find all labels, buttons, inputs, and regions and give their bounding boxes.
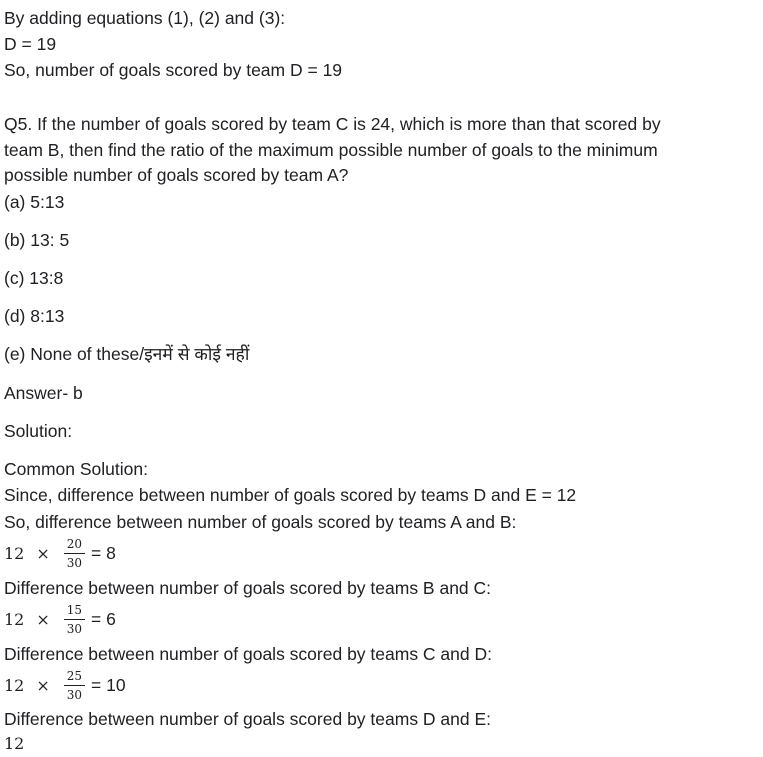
calc-2-multiplicand: 12 bbox=[4, 609, 25, 629]
calc-1-multiplicand: 12 bbox=[4, 543, 25, 563]
common-line-6: 12 bbox=[4, 734, 25, 753]
calc-row-3 bbox=[4, 667, 126, 703]
fraction-bar bbox=[64, 685, 85, 686]
option-e: (e) None of these/इनमें से कोई नहीं bbox=[4, 344, 250, 364]
common-line-4: Difference between number of goals scored by teams C and D: bbox=[4, 644, 492, 664]
solution-label: Solution: bbox=[4, 421, 73, 441]
calc-3-numerator: 25 bbox=[66, 668, 83, 683]
calc-3-fraction bbox=[64, 669, 85, 702]
question-line-1: Q5. If the number of goals scored by team C is 24, which is more than that scored by bbox=[4, 114, 661, 134]
option-a: (a) 5:13 bbox=[4, 192, 65, 212]
common-line-3: Difference between number of goals scored by teams B and C: bbox=[4, 578, 492, 598]
fraction-bar bbox=[64, 619, 85, 620]
intro-line-1: By adding equations (1), (2) and (3): bbox=[4, 8, 286, 28]
question-line-3: possible number of goals scored by team A? bbox=[4, 165, 349, 185]
calc-row-1 bbox=[4, 535, 116, 571]
common-line-1: Since, difference between number of goals scored by teams D and E = 12 bbox=[4, 485, 577, 505]
question-line-2: team B, then find the ratio of the maximum possible number of goals to the minimum bbox=[4, 140, 658, 160]
fraction-bar bbox=[64, 553, 85, 554]
calc-1-numerator: 20 bbox=[66, 536, 83, 551]
calc-2-denominator: 30 bbox=[66, 621, 83, 636]
answer-line: Answer- b bbox=[4, 383, 83, 403]
calc-3-denominator: 30 bbox=[66, 687, 83, 702]
option-d: (d) 8:13 bbox=[4, 306, 65, 326]
calc-2-fraction bbox=[64, 603, 85, 636]
intro-line-3: So, number of goals scored by team D = 19 bbox=[4, 60, 343, 80]
calc-2-numerator: 15 bbox=[66, 602, 83, 617]
calc-1-denominator: 30 bbox=[66, 555, 83, 570]
calc-3-multiplicand: 12 bbox=[4, 675, 25, 695]
calc-1-operator: × bbox=[36, 543, 50, 563]
option-b: (b) 13: 5 bbox=[4, 230, 70, 250]
common-solution-label: Common Solution: bbox=[4, 459, 148, 479]
intro-line-2: D = 19 bbox=[4, 34, 57, 54]
calc-1-fraction bbox=[64, 537, 85, 570]
option-c: (c) 13:8 bbox=[4, 268, 64, 288]
calc-3-result: = 10 bbox=[91, 674, 126, 695]
common-line-2: So, difference between number of goals scored by teams A and B: bbox=[4, 512, 517, 532]
calc-2-operator: × bbox=[36, 609, 50, 629]
common-line-5: Difference between number of goals scored by teams D and E: bbox=[4, 709, 492, 729]
calc-3-operator: × bbox=[36, 675, 50, 695]
calc-2-result: = 6 bbox=[91, 608, 116, 629]
calc-1-result: = 8 bbox=[91, 542, 116, 563]
calc-row-2 bbox=[4, 601, 116, 637]
